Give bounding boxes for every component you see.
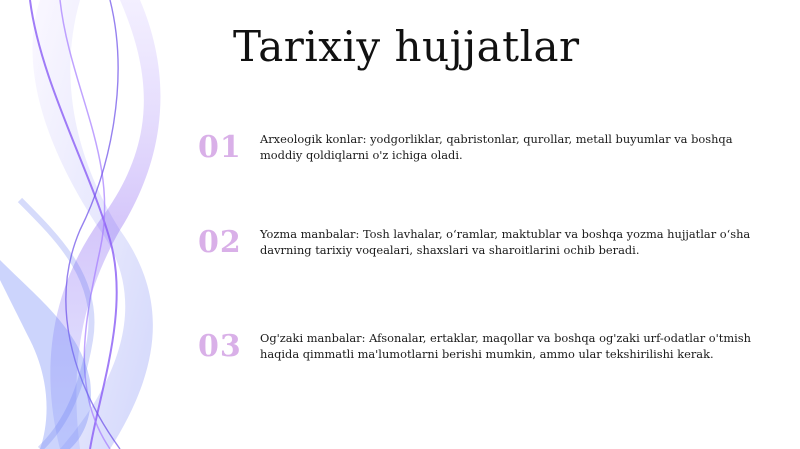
item-text: Og'zaki manbalar: Afsonalar, ertaklar, maqollar va boshqa og'zaki urf-odatlar o'tmish haqida qimmatli ma'lumotlarni berishi mumkin, ammo ular tekshirilishi kerak.: [260, 331, 751, 361]
item-number: 02: [198, 225, 242, 260]
item-number: 03: [198, 329, 242, 364]
item-text: Arxeologik konlar: yodgorliklar, qabristonlar, qurollar, metall buyumlar va boshqa moddiy qoldiqlarni o'z ichiga oladi.: [260, 132, 733, 162]
purple-smoke-wave-icon: [0, 0, 200, 449]
item-number: 01: [198, 130, 242, 165]
slide-title: Tarixiy hujjatlar: [233, 22, 580, 71]
item-text: Yozma manbalar: Tosh lavhalar, o‘ramlar, maktublar va boshqa yozma hujjatlar o‘sha davrning tarixiy voqealari, shaxslari va sharoitlarini ochib beradi.: [260, 227, 751, 257]
